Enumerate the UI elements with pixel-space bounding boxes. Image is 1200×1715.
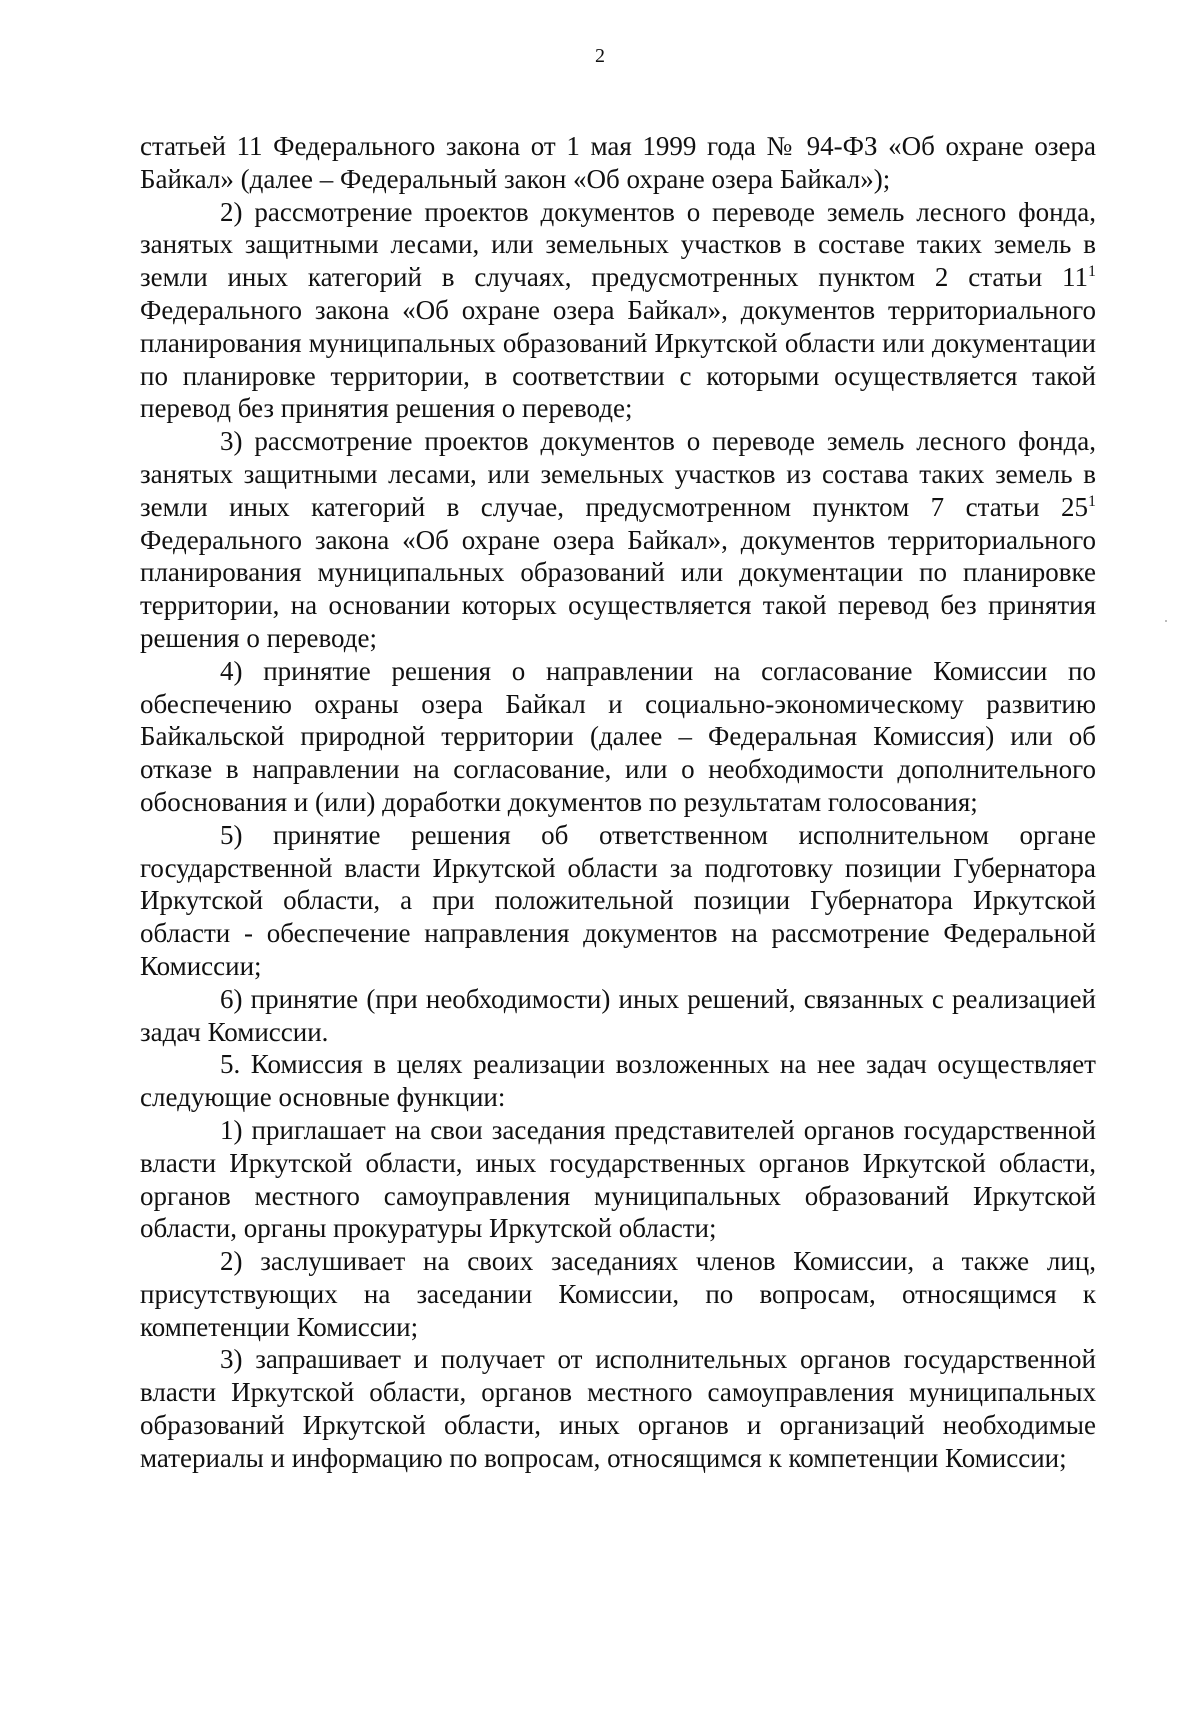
paragraph-text: 2) рассмотрение проектов документов о переводе земель лесного фонда, занятых защитными лесами, или земельных участков в составе таких земель в земли иных категорий в случаях, предусмотренных пунктом 2 статьи 11 <box>140 196 1096 293</box>
paragraph-text: Федерального закона «Об охране озера Байкал», документов территориального планирования муниципальных образований Иркутской области или документации по планировке территории, в соответствии с которыми осуществляется такой перевод без принятия решения о переводе; <box>140 294 1096 424</box>
paragraph-item-5: 5) принятие решения об ответственном исполнительном органе государственной власти Иркутской области за подготовку позиции Губернатора Иркутской области, а при положительной позиции Губернатора Иркутской области - обеспечение направления документов на рассмотрение Федеральной Комиссии; <box>140 819 1096 981</box>
superscript: 1 <box>1088 263 1096 281</box>
document-body <box>140 130 1096 1475</box>
paragraph-item-3 <box>140 425 1096 655</box>
paragraph-text: Федерального закона «Об охране озера Байкал», документов территориального планирования муниципальных образований или документации по планировке территории, на основании которых осуществляется такой перевод без принятия решения о переводе; <box>140 524 1096 653</box>
page-number: 2 <box>595 45 605 67</box>
paragraph-text: 3) рассмотрение проектов документов о переводе земель лесного фонда, занятых защитными лесами, или земельных участков из состава таких земель в земли иных категорий в случае, предусмотренном пунктом 7 статьи 25 <box>140 426 1096 522</box>
paragraph-function-2: 2) заслушивает на своих заседаниях членов Комиссии, а также лиц, присутствующих на заседании Комиссии, по вопросам, относящимся к компетенции Комиссии; <box>140 1246 1096 1342</box>
paragraph-function-3: 3) запрашивает и получает от исполнительных органов государственной власти Иркутской области, органов местного самоуправления муниципальных образований Иркутской области, иных органов и организаций необходимые материалы и информацию по вопросам, относящимся к компетенции Комиссии; <box>140 1344 1096 1473</box>
superscript: 1 <box>1088 492 1096 510</box>
scan-speck <box>1165 620 1167 622</box>
paragraph-section-5: 5. Комиссия в целях реализации возложенных на нее задач осуществляет следующие основные функции: <box>140 1049 1096 1113</box>
paragraph-function-1: 1) приглашает на свои заседания представителей органов государственной власти Иркутской области, иных государственных органов Иркутской области, органов местного самоуправления муниципальных образований Иркутской области, органы прокуратуры Иркутской области; <box>140 1114 1096 1244</box>
paragraph-item-6: 6) принятие (при необходимости) иных решений, связанных с реализацией задач Комиссии. <box>140 983 1096 1047</box>
paragraph-item-2 <box>140 196 1096 426</box>
paragraph-item-4: 4) принятие решения о направлении на согласование Комиссии по обеспечению охраны озера Байкал и социально-экономическому развитию Байкальской природной территории (далее – Федеральная Комиссия) или об отказе в направлении на согласование, или о необходимости дополнительного обоснования и (или) доработки документов по результатам голосования; <box>140 655 1096 817</box>
paragraph-continuation: статьей 11 Федерального закона от 1 мая 1999 года № 94-ФЗ «Об охране озера Байкал» (далее – Федеральный закон «Об охране озера Байкал»); <box>140 131 1096 194</box>
